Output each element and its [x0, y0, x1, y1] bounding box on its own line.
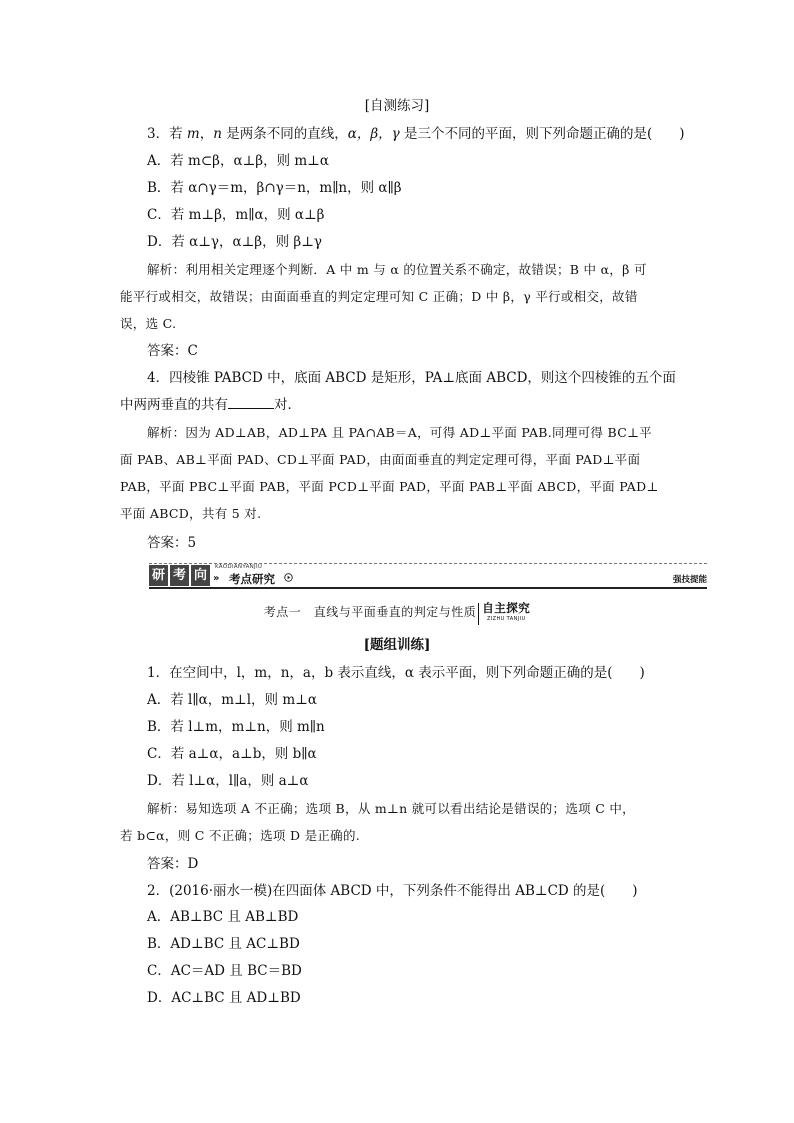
q4-stem-line-1: 4．四棱锥 PABCD 中，底面 ABCD 是矩形，PA⊥底面 ABCD，则这个四棱锥的五个面 — [147, 370, 676, 386]
q4-solution-line-1: 解析：因为 AD⊥AB，AD⊥PA 且 PA∩AB＝A，可得 AD⊥平面 PAB.同理可得 BC⊥平 — [147, 425, 652, 440]
banner-tile-2: 考 — [170, 565, 189, 586]
q4-answer: 答案：5 — [147, 535, 197, 551]
double-chevron-icon: » — [213, 573, 220, 584]
g2-option-a: A．AB⊥BC 且 AB⊥BD — [147, 909, 299, 925]
banner-tile-1: 研 — [149, 565, 168, 586]
q3-option-c: C．若 m⊥β，m∥α，则 α⊥β — [147, 207, 325, 223]
q3-option-a: A．若 m⊂β，α⊥β，则 m⊥α — [147, 153, 329, 169]
g1-option-a: A．若 l∥α，m⊥l，则 m⊥α — [147, 692, 317, 708]
topic-tag — [478, 603, 530, 625]
topic-title: 考点一 直线与平面垂直的判定与性质 — [263, 605, 477, 619]
banner-right-label: 强技提能 — [672, 575, 707, 585]
q4-solution-line-2: 面 PAB、AB⊥平面 PAD、CD⊥平面 PAD，由面面垂直的判定定理可得，平面 PAD⊥平面 — [120, 452, 641, 467]
q4-stem-line-2: 中两两垂直的共有 对． — [120, 397, 301, 413]
banner-title: 考点研究 — [229, 572, 275, 586]
g1-answer: 答案：D — [147, 856, 199, 872]
q3-option-d: D．若 α⊥γ，α⊥β，则 β⊥γ — [147, 234, 322, 250]
g1-option-d: D．若 l⊥α，l∥a，则 a⊥α — [147, 773, 309, 789]
topic-heading — [120, 603, 674, 627]
g1-option-c: C．若 a⊥α，a⊥b，则 b∥α — [147, 746, 317, 762]
banner-tile-3: 向 — [191, 565, 210, 586]
q4-solution-line-3: PAB，平面 PBC⊥平面 PAB，平面 PCD⊥平面 PAD，平面 PAB⊥平面 ABCD，平面 PAD⊥ — [120, 479, 659, 494]
g1-solution-line-1: 解析：易知选项 A 不正确；选项 B，从 m⊥n 就可以看出结论是错误的；选项 C 中， — [147, 801, 635, 816]
g2-stem: 2．(2016·丽水一模)在四面体 ABCD 中，下列条件不能得出 AB⊥CD 的是( ) — [147, 883, 638, 899]
g2-option-b: B．AD⊥BC 且 AC⊥BD — [147, 936, 300, 952]
g1-solution-line-2: 若 b⊂α，则 C 不正确；选项 D 是正确的. — [120, 828, 361, 843]
g1-option-b: B．若 l⊥m，m⊥n，则 m∥n — [147, 719, 325, 735]
banner-baseline — [149, 587, 707, 589]
g2-option-c: C．AC＝AD 且 BC＝BD — [147, 963, 302, 979]
banner-pinyin: KAODIANYANJIU — [215, 564, 263, 570]
section-banner — [149, 563, 707, 589]
answer-blank — [228, 396, 274, 409]
group-title: [题组训练] — [363, 637, 431, 653]
g2-option-d: D．AC⊥BC 且 AD⊥BD — [147, 990, 301, 1006]
q3-solution-line-3: 误，选 C. — [120, 316, 177, 331]
section-title: [自测练习] — [364, 98, 430, 114]
play-circle-icon — [284, 573, 293, 584]
q3-answer: 答案：C — [147, 343, 198, 359]
q3-stem: 3．若 m，n 是两条不同的直线，α，β，γ 是三个不同的平面，则下列命题正确的是( ) — [147, 126, 685, 142]
topic-tag-label: 自主探究 — [482, 601, 531, 615]
topic-tag-pinyin: ZIZHU TANJIU — [486, 616, 526, 622]
q3-solution-line-2: 能平行或相交，故错误；由面面垂直的判定定理可知 C 正确；D 中 β，γ 平行或相交，故错 — [120, 289, 638, 304]
g1-stem: 1．在空间中，l，m，n，a，b 表示直线，α 表示平面，则下列命题正确的是( ) — [147, 665, 645, 681]
q3-option-b: B．若 α∩γ＝m，β∩γ＝n，m∥n，则 α∥β — [147, 180, 402, 196]
q3-solution-line-1: 解析：利用相关定理逐个判断．A 中 m 与 α 的位置关系不确定，故错误；B 中 α，β 可 — [147, 262, 647, 277]
q4-solution-line-4: 平面 ABCD，共有 5 对. — [120, 506, 262, 521]
